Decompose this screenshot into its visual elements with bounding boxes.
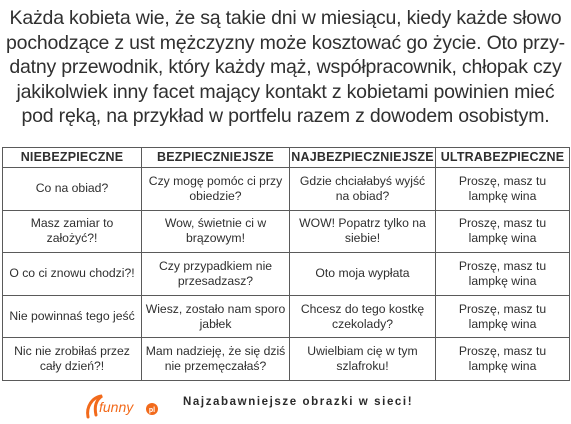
table-row — [3, 338, 570, 381]
table-cell: Proszę, masz tu lampkę wina — [436, 168, 570, 211]
table-cell: Czy mogę pomóc ci przy obiedzie? — [142, 168, 290, 211]
intro-text — [0, 0, 571, 146]
intro-line: jakikolwiek inny facet mający kontakt z kobietami powinien mieć — [16, 80, 555, 103]
intro-line: pod ręką, na przykład w portfelu razem z dowodem osobistym. — [21, 105, 550, 127]
table-cell: Proszę, masz tu lampkę wina — [436, 338, 570, 381]
table-cell: Czy przypadkiem nie przesadzasz? — [142, 253, 290, 296]
table-cell: Wiesz, zostało nam sporo jabłek — [142, 295, 290, 338]
header-ultra-safe: ULTRABEZPIECZNE — [436, 148, 570, 168]
table-cell: Uwielbiam cię w tym szlafroku! — [290, 338, 436, 381]
table-cell: Chcesz do tego kostkę czekolady? — [290, 295, 436, 338]
table-cell: Proszę, masz tu lampkę wina — [436, 210, 570, 253]
table-cell: Nie powinnaś tego jeść — [3, 295, 142, 338]
table-row — [3, 253, 570, 296]
logo-text: funny — [99, 399, 134, 415]
funny-pl-logo[interactable] — [84, 391, 164, 421]
table-cell: Nic nie zrobiłaś przez cały dzień?! — [3, 338, 142, 381]
safety-table — [2, 147, 570, 381]
intro-line: pochodzące z ust mężczyzny może kosztować go życie. Oto przy- — [6, 31, 565, 54]
header-safer: BEZPIECZNIEJSZE — [142, 148, 290, 168]
table-cell: Proszę, masz tu lampkę wina — [436, 253, 570, 296]
table-cell: WOW! Popatrz tylko na siebie! — [290, 210, 436, 253]
intro-line: datny przewodnik, który każdy mąż, współpracownik, chłopak czy — [9, 56, 562, 78]
table-cell: Gdzie chciałabyś wyjść na obiad? — [290, 168, 436, 211]
table-cell: Oto moja wypłata — [290, 253, 436, 296]
table-cell: Masz zamiar to założyć?! — [3, 210, 142, 253]
table-cell: Co na obiad? — [3, 168, 142, 211]
header-dangerous: NIEBEZPIECZNE — [3, 148, 142, 168]
table-cell: Wow, świetnie ci w brązowym! — [142, 210, 290, 253]
tagline: Najzabawniejsze obrazki w sieci! — [183, 396, 414, 408]
table-cell: Mam nadzieję, że się dziś nie przemęczałaś? — [142, 338, 290, 381]
logo-suffix: pl — [148, 407, 156, 414]
table-row — [3, 210, 570, 253]
header-safest: NAJBEZPIECZNIEJSZE — [290, 148, 436, 168]
footer-bar — [0, 383, 571, 424]
table-cell: Proszę, masz tu lampkę wina — [436, 295, 570, 338]
table-row — [3, 168, 570, 211]
table-header-row — [3, 148, 570, 168]
table-row — [3, 295, 570, 338]
intro-line: Każda kobieta wie, że są takie dni w miesiącu, kiedy każde słowo — [9, 7, 562, 29]
table-cell: O co ci znowu chodzi?! — [3, 253, 142, 296]
